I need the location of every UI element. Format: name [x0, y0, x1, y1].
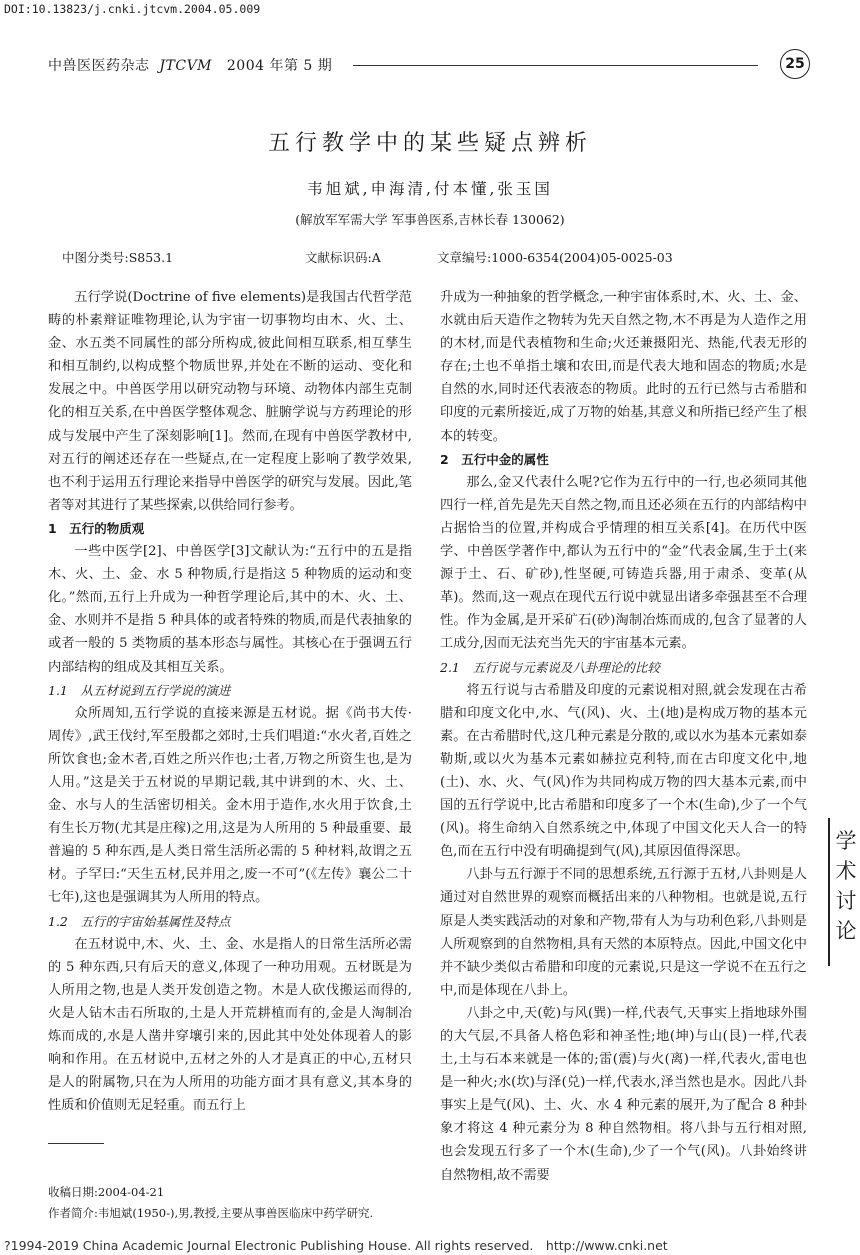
subsection-heading: 1.1 从五材说到五行学说的演进: [48, 682, 231, 698]
footnote-rule: [48, 1143, 104, 1144]
doi-label: DOI:10.13823/j.cnki.jtcvm.2004.05.009: [4, 2, 261, 16]
paragraph: 众所周知,五行学说的直接来源是五材说。据《尚书大传·周传》,武王伐纣,军至殷都之郊时,士兵们唱道:“水火者,百姓之所饮食也;金木者,百姓之所兴作也;土者,万物之所资生也,是为人用。”这是关于五材说的早期记载,其中讲到的木、火、土、金、水与人的生活密切相关。金木用于造作,水火用于饮食,土有生长万物(尤其是庄稼)之用,这是为人所用的 5 种最重要、最普遍的 5 种东西,是人类日常生活所必需的 5 种材料,故谓之五材。子罕曰:“天生五材,民并用之,废一不可”(《左传》襄公二十七年),这也是强调其为人所用的特点。: [48, 705, 412, 906]
page-number: 25: [780, 49, 810, 79]
classification-number: 中图分类号:S853.1: [62, 250, 174, 265]
right-column: [440, 286, 807, 1187]
paragraph: 八卦之中,天(乾)与风(巽)一样,代表气,天事实上指地球外围的大气层,不具备人格色彩和神圣性;地(坤)与山(艮)一样,代表土,土与石本来就是一体的;雷(震)与火(离)一样,代表火,雷电也是一种火;水(坎)与泽(兑)一样,代表水,泽当然也是水。因此八卦事实上是气(风)、土、火、水 4 种元素的展开,为了配合 8 种卦象才将这 4 种元素分为 8 种自然物相。将八卦与五行相对照,也会发现五行多了一个木(生命),少了一个气(风)。八卦始终讲自然物相,故不需要: [440, 1005, 807, 1183]
subsection-heading: 2.1 五行说与元素说及八卦理论的比较: [440, 659, 660, 675]
section-heading: 1 五行的物质观: [48, 520, 145, 536]
side-label-text: 学术讨论: [835, 829, 857, 943]
journal-abbr: JTCVM: [159, 58, 213, 74]
author-bio: 作者简介:韦旭斌(1950-),男,教授,主要从事兽医临床中药学研究.: [48, 1206, 374, 1220]
journal-title: 中兽医医药杂志: [48, 58, 150, 74]
document-code: 文献标识码:A: [305, 250, 381, 265]
journal-name: [48, 55, 332, 75]
journal-issue: 2004 年第 5 期: [226, 58, 333, 74]
paragraph: 八卦与五行源于不同的思想系统,五行源于五材,八卦则是人通过对自然世界的观察而概括出来的八种物相。也就是说,五行原是人类实践活动的对象和产物,带有人为与功利色彩,八卦则是人所观察到的自然物相,具有天然的本原特点。因此,中国文化中并不缺少类似古希腊和印度的元素说,只是这一学说不在五行之中,而是体现在八卦上。: [440, 867, 807, 998]
section-heading: 2 五行中金的属性: [440, 451, 549, 467]
received-date: 收稿日期:2004-04-21: [48, 1185, 165, 1199]
paragraph: 升成为一种抽象的哲学概念,一种宇宙体系时,木、火、土、金、水就由后天造作之物转为先天自然之物,木不再是为人造作之用的木材,而是代表植物和生命;火还兼摄阳光、热能,代表无形的存在;土也不单指土壤和农田,而是代表大地和固态的物质;水是自然的水,同时还代表液态的物质。此时的五行已然与古希腊和印度的元素所接近,成了万物的始基,其意义和所指已经产生了根本的转变。: [440, 290, 807, 444]
subsection-heading: 1.2 五行的宇宙始基属性及特点: [48, 913, 231, 929]
side-bar: [828, 818, 830, 966]
article-number: 文章编号:1000-6354(2004)05-0025-03: [437, 250, 673, 265]
paper-authors: 韦旭斌,申海清,付本懂,张玉国: [307, 180, 553, 198]
copyright-notice: ?1994-2019 China Academic Journal Electronic Publishing House. All rights reserved. http://www.cnki.net: [4, 1238, 668, 1253]
left-column: [48, 286, 412, 1117]
paragraph: 一些中医学[2]、中兽医学[3]文献认为:“五行中的五是指木、火、土、金、水 5 种物质,行是指这 5 种物质的运动和变化。”然而,五行上升成为一种哲学理论后,其中的木、火、土、金、水则并不是指 5 种具体的或者特殊的物质,而是代表抽象的或者一般的 5 类物质的基本形态与属性。其核心在于强调五行内部结构的组成及其相互关系。: [48, 544, 412, 675]
paper-affiliation: (解放军军需大学 军事兽医系,吉林长春 130062): [295, 212, 565, 227]
paragraph: 在五材说中,木、火、土、金、水是指人的日常生活所必需的 5 种东西,只有后天的意义,体现了一种功用观。五材既是为人所用之物,也是人类开发创造之物。木是人砍伐搬运而得的,火是人钻木击石所取的,土是人开荒耕植而有的,金是人淘制冶炼而成的,水是人凿井穿壤引来的,因此其中处处体现着人的影响和作用。在五材说中,五材之外的人才是真正的中心,五材只是人的附属物,只在为人所用的功能方面才具有意义,其本身的性质和价值则无足轻重。而五行上: [48, 936, 412, 1114]
running-header: [48, 52, 810, 78]
paragraph: 五行学说(Doctrine of five elements)是我国古代哲学范畴的朴素辩证唯物理论,认为宇宙一切事物均由木、火、土、金、水五类不同属性的部分所构成,彼此间相互联系,相互孳生和相互制约,以构成整个物质世界,并处在不断的运动、变化和发展之中。中兽医学用以研究动物与环境、动物体内部生克制化的相互关系,在中兽医学整体观念、脏腑学说与方药理论的形成与发展中产生了深刻影响[1]。然而,在现有中兽医学教材中,对五行的阐述还存在一些疑点,在一定程度上影响了教学效果,也不利于运用五行理论来指导中兽医学的研究与发展。因此,笔者等对其进行了某些探索,以供给同行参考。: [48, 290, 412, 513]
paragraph: 将五行说与古希腊及印度的元素说相对照,就会发现在古希腊和印度文化中,水、气(风)、火、土(地)是构成万物的基本元素。在古希腊时代,这几种元素是分散的,或以水为基本元素如泰勒斯,或以火为基本元素如赫拉克利特,而在古印度文化中,地(土)、水、火、气(风)作为共同构成万物的四大基本元素,而中国的五行学说中,比古希腊和印度多了一个木(生命),少了一个气(风)。将生命纳入自然系统之中,体现了中国文化天人合一的特色,而在五行中没有明确提到气(风),其原因值得深思。: [440, 682, 807, 860]
paper-title: 五行教学中的某些疑点辨析: [267, 131, 592, 156]
header-rule: [353, 65, 758, 66]
section-side-label: [826, 826, 860, 946]
paragraph: 那么,金又代表什么呢?它作为五行中的一行,也必须同其他四行一样,首先是先天自然之物,而且还必须在五行的内部结构中占据恰当的位置,并构成合乎情理的相互关系[4]。在历代中医学、中兽医学著作中,都认为五行中的“金”代表金属,生于土(来源于土、石、矿砂),性坚硬,可铸造兵器,用于肃杀、变革(从革)。然而,这一观点在现代五行说中就显出诸多牵强甚至不合理性。作为金属,是开采矿石(砂)淘制冶炼而成的,包含了显著的人工成分,因而无法充当先天的宇宙基本元素。: [440, 474, 807, 652]
